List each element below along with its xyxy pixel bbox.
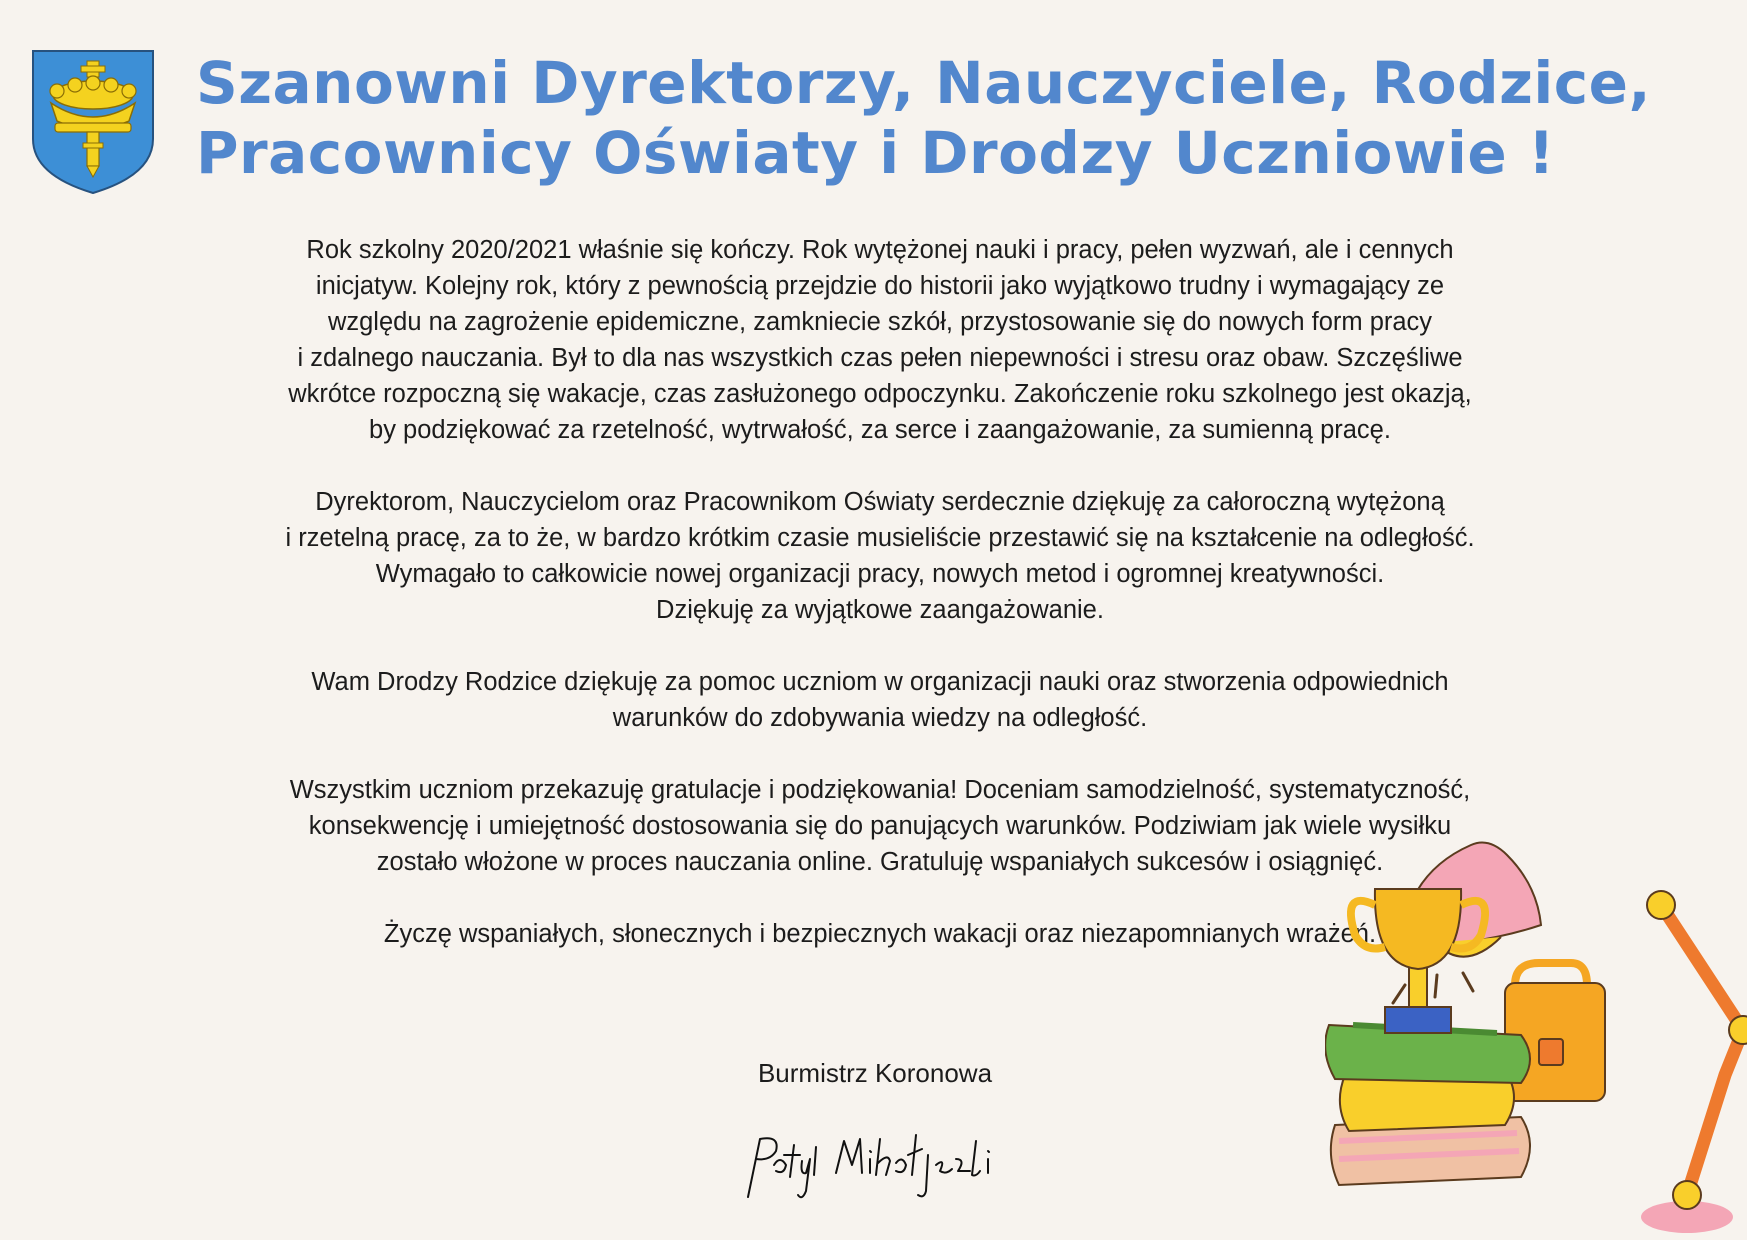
paragraph-spacer xyxy=(150,736,1610,772)
text-line: Dziękuję za wyjątkowe zaangażowanie. xyxy=(656,596,1104,624)
title-line-1: Szanowni Dyrektorzy, Nauczyciele, Rodzice, xyxy=(196,49,1652,117)
paragraph-1 xyxy=(150,232,1610,448)
page-title xyxy=(196,48,1736,188)
title-line-2: Pracownicy Oświaty i Drodzy Uczniowie ! xyxy=(196,119,1555,187)
text-line: by podziękować za rzetelność, wytrwałość, za serce i zaangażowanie, za sumienną pracę. xyxy=(369,416,1391,444)
text-line: inicjatyw. Kolejny rok, który z pewnością przejdzie do historii jako wyjątkowo trudny i wymagający ze xyxy=(315,272,1445,300)
school-supplies-illustration xyxy=(1325,825,1747,1240)
text-line: Wam Drodzy Rodzice dziękuję za pomoc uczniom w organizacji nauki oraz stworzenia odpowiednich xyxy=(311,668,1449,696)
text-line: i rzetelną pracę, za to że, w bardzo krótkim czasie musieliście przestawić się na kształcenie na odległość. xyxy=(285,524,1475,552)
text-line: zostało włożone w proces nauczania online. Gratuluję wspaniałych sukcesów i osiągnięć. xyxy=(376,848,1384,876)
signer-title: Burmistrz Koronowa xyxy=(757,1058,993,1088)
text-line: Życzę wspaniałych, słonecznych i bezpiecznych wakacji oraz niezapomnianych wrażeń. xyxy=(383,920,1377,948)
paragraph-3 xyxy=(150,664,1610,736)
text-line: Dyrektorom, Nauczycielom oraz Pracownikom Oświaty serdecznie dziękuję za całoroczną wytężoną xyxy=(315,488,1445,516)
text-line: konsekwencję i umiejętność dostosowania się do panujących warunków. Podziwiam jak wiele wysiłku xyxy=(308,812,1452,840)
text-line: Wszystkim uczniom przekazuję gratulacje i podziękowania! Doceniam samodzielność, systematyczność, xyxy=(289,776,1471,804)
text-line: Wymagało to całkowicie nowej organizacji pracy, nowych metod i ogromnej kreatywności. xyxy=(375,560,1385,588)
paragraph-spacer xyxy=(150,628,1610,664)
text-line: względu na zagrożenie epidemiczne, zamkniecie szkół, przystosowanie się do nowych form pracy xyxy=(327,308,1433,336)
handwritten-signature xyxy=(740,1125,1010,1205)
paragraph-2 xyxy=(150,484,1610,628)
books-stack-icon xyxy=(1325,1025,1530,1185)
text-line: wkrótce rozpoczną się wakacje, czas zasłużonego odpoczynku. Zakończenie roku szkolnego jest okazją, xyxy=(288,380,1472,408)
coat-of-arms-logo xyxy=(29,47,157,197)
paragraph-spacer xyxy=(150,448,1610,484)
text-line: warunków do zdobywania wiedzy na odległość. xyxy=(612,704,1148,732)
text-line: i zdalnego nauczania. Był to dla nas wszystkich czas pełen niepewności i stresu oraz obaw. Szczęśliwe xyxy=(297,344,1463,372)
text-line: Rok szkolny 2020/2021 właśnie się kończy. Rok wytężonej nauki i pracy, pełen wyzwań, ale i cennych xyxy=(306,236,1454,264)
